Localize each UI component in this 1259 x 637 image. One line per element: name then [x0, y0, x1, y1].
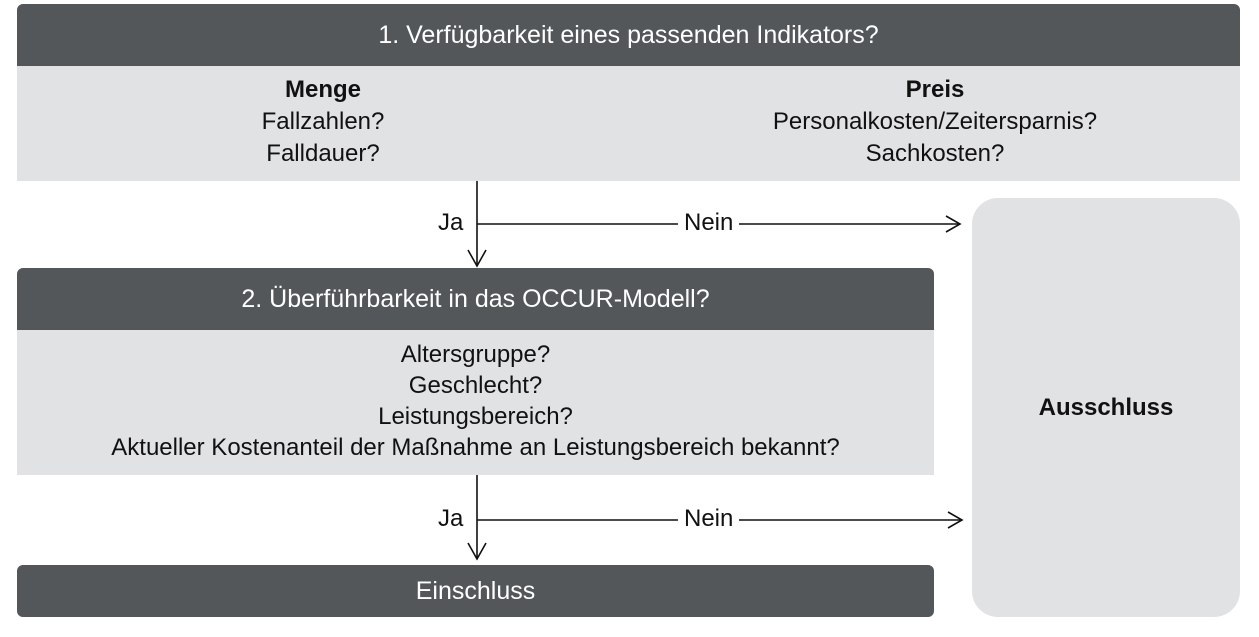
price-heading: Preis	[905, 76, 965, 103]
no-label-1: Nein	[678, 209, 739, 237]
quantity-item-case-numbers: Fallzahlen?	[261, 108, 385, 135]
yes-label-1: Ja	[438, 209, 464, 236]
quantity-heading: Menge	[284, 76, 361, 103]
exclusion-label: Ausschluss	[1038, 393, 1174, 421]
price-item-material-costs: Sachkosten?	[865, 140, 1005, 167]
step1-title: 1. Verfügbarkeit eines passenden Indikators?	[378, 20, 879, 49]
no-label-2: Nein	[678, 505, 739, 533]
criterion-service-area: Leistungsbereich?	[378, 403, 573, 430]
inclusion-label: Einschluss	[415, 576, 536, 605]
yes-label-2: Ja	[438, 505, 464, 532]
price-item-personnel-costs: Personalkosten/Zeitersparnis?	[772, 108, 1098, 135]
criterion-sex: Geschlecht?	[408, 372, 543, 399]
criterion-age-group: Altersgruppe?	[400, 341, 551, 368]
criterion-cost-share: Aktueller Kostenanteil der Maßnahme an Leistungsbereich bekannt?	[111, 434, 840, 461]
quantity-item-case-duration: Falldauer?	[266, 140, 380, 167]
step2-title: 2. Überführbarkeit in das OCCUR-Modell?	[241, 284, 710, 313]
